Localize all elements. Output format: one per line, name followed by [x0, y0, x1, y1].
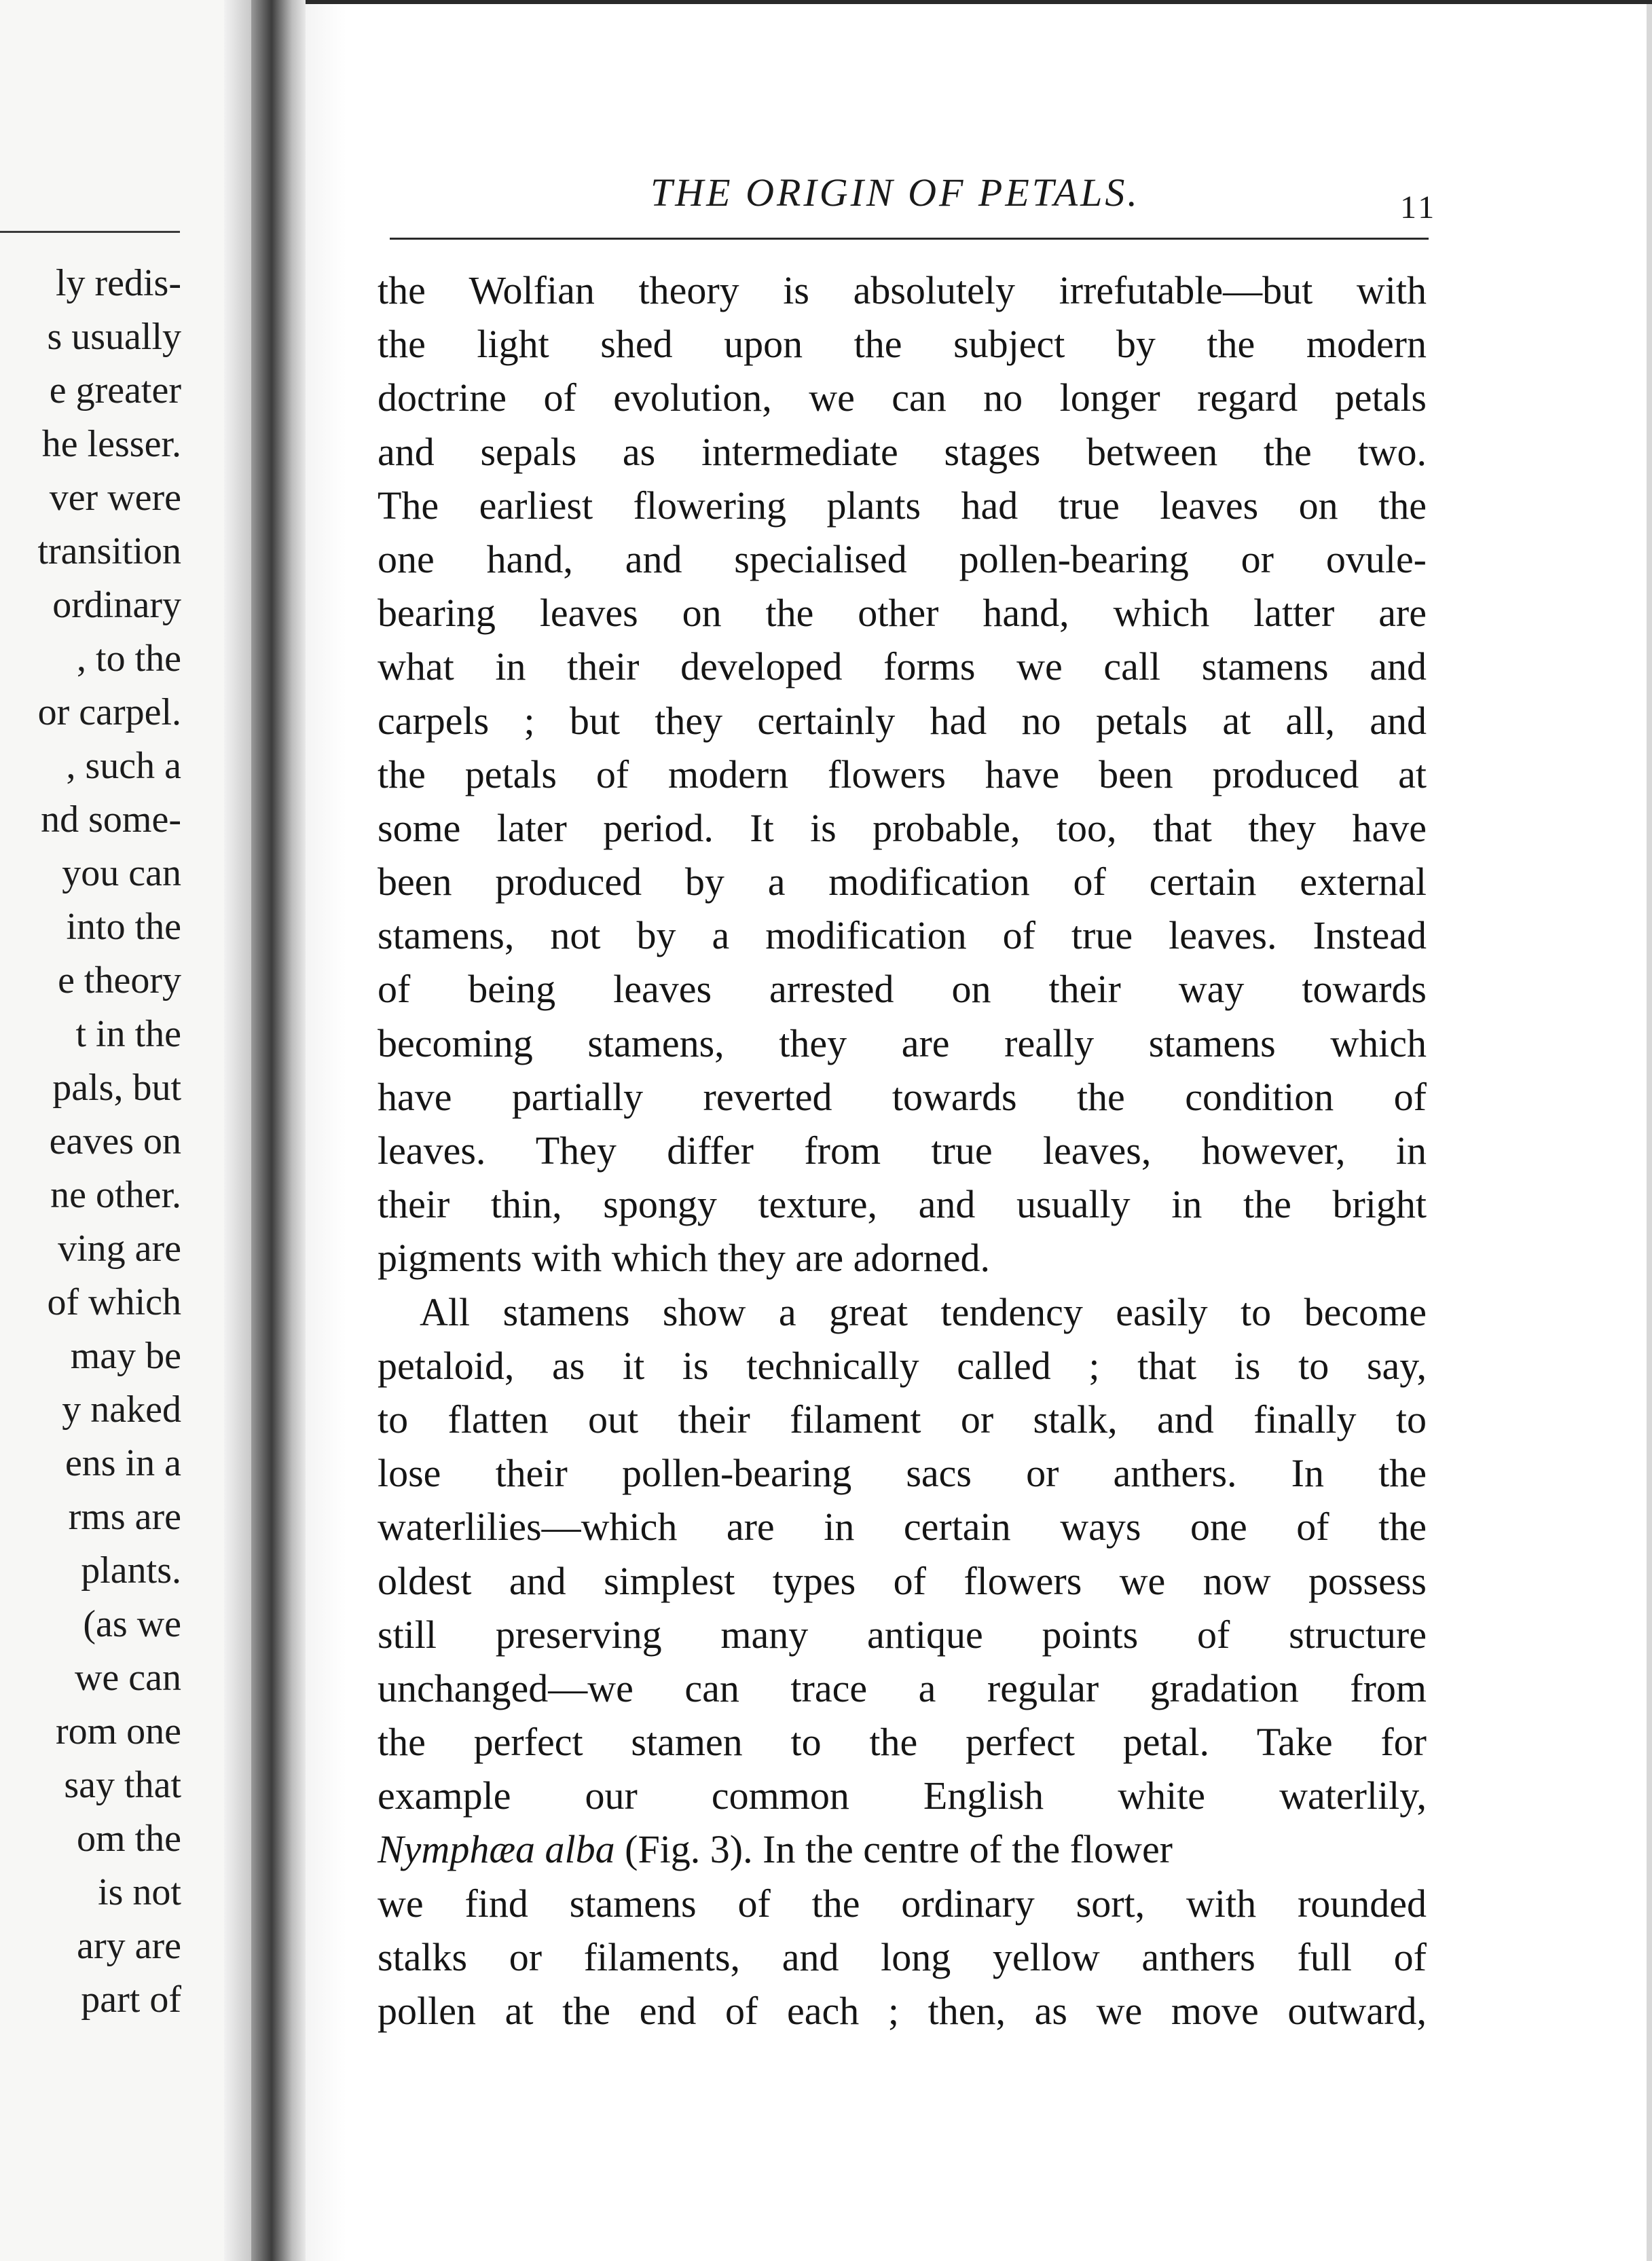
text-line: waterlilies—which are in certain ways one of the: [378, 1505, 1427, 1549]
left-line: om the: [77, 1818, 181, 1860]
right-page-edge: [1647, 0, 1652, 2261]
species-name: Nymphæa alba: [378, 1827, 615, 1872]
text-line: doctrine of evolution, we can no longer regard petals: [378, 375, 1427, 420]
text-line: leaves. They differ from true leaves, however, in: [378, 1128, 1427, 1173]
left-line: s usually: [47, 316, 181, 358]
text-line: we find stamens of the ordinary sort, with rounded: [378, 1881, 1427, 1926]
text-line: to flatten out their filament or stalk, and finally to: [378, 1397, 1427, 1441]
text-line: becoming stamens, they are really stamens which: [378, 1021, 1427, 1065]
left-line: may be: [70, 1335, 181, 1377]
running-head: THE ORIGIN OF PETALS.: [650, 170, 1140, 215]
left-page-edge: [224, 0, 251, 2261]
left-line: rom one: [55, 1710, 181, 1752]
left-line: into the: [66, 906, 181, 948]
left-line: y naked: [62, 1389, 181, 1431]
left-line: transition: [37, 530, 181, 572]
left-line: of which: [47, 1281, 181, 1323]
text-line: [378, 1822, 1427, 1876]
left-line: eaves on: [49, 1120, 181, 1162]
text-line-rest: (Fig. 3). In the centre of the flower: [614, 1827, 1173, 1872]
text-line: carpels ; but they certainly had no petals at all, and: [378, 698, 1427, 743]
left-page-rule: [0, 231, 180, 233]
left-line: ne other.: [50, 1174, 181, 1216]
text-line: pigments with which they are adorned.: [378, 1236, 990, 1281]
left-line: ver were: [49, 477, 181, 519]
text-line: of being leaves arrested on their way towards: [378, 967, 1427, 1012]
text-line: The earliest flowering plants had true leaves on the: [378, 483, 1427, 528]
left-line: part of: [81, 1979, 181, 2021]
body-text: [378, 263, 1427, 2038]
left-line: ary are: [77, 1925, 181, 1967]
left-line: t in the: [75, 1013, 181, 1055]
left-line: ordinary: [52, 584, 181, 626]
text-line: pollen at the end of each ; then, as we move outward,: [378, 1989, 1427, 2033]
text-line: example our common English white waterlily,: [378, 1773, 1427, 1818]
left-line: (as we: [83, 1603, 181, 1645]
left-line: ens in a: [65, 1442, 181, 1484]
left-line: plants.: [81, 1549, 181, 1592]
top-page-edge: [306, 0, 1652, 4]
left-line: is not: [98, 1871, 181, 1913]
text-line: All stamens show a great tendency easily to become: [420, 1289, 1427, 1334]
left-line: e theory: [58, 959, 181, 1001]
text-line: some later period. It is probable, too, that they have: [378, 805, 1427, 850]
text-line: the light shed upon the subject by the modern: [378, 322, 1427, 367]
left-line: or carpel.: [37, 691, 181, 733]
text-line: the Wolfian theory is absolutely irrefutable—but with: [378, 268, 1427, 312]
text-line: what in their developed forms we call stamens and: [378, 644, 1427, 689]
text-line: the petals of modern flowers have been produced at: [378, 752, 1427, 796]
left-line: ly redis-: [55, 262, 181, 304]
text-line: the perfect stamen to the perfect petal. Take for: [378, 1720, 1427, 1765]
text-line: their thin, spongy texture, and usually in the bright: [378, 1182, 1427, 1227]
text-line: have partially reverted towards the condition of: [378, 1074, 1427, 1119]
text-line: petaloid, as it is technically called ; that is to say,: [378, 1343, 1427, 1388]
page-number: 11: [1400, 189, 1437, 225]
header-rule: [390, 238, 1429, 240]
text-line: stamens, not by a modification of true leaves. Instead: [378, 913, 1427, 958]
text-line: unchanged—we can trace a regular gradation from: [378, 1666, 1427, 1710]
left-line: say that: [64, 1764, 181, 1806]
left-line: you can: [62, 852, 181, 894]
text-line: one hand, and specialised pollen-bearing or ovule-: [378, 536, 1427, 581]
left-line: rms are: [68, 1496, 181, 1538]
left-line: e greater: [49, 369, 181, 411]
text-line: oldest and simplest types of flowers we now possess: [378, 1558, 1427, 1603]
text-line: bearing leaves on the other hand, which latter are: [378, 591, 1427, 636]
text-line: stalks or filaments, and long yellow anthers full of: [378, 1934, 1427, 1979]
left-line: , to the: [77, 638, 181, 680]
left-line: pals, but: [52, 1067, 181, 1109]
left-line: ving are: [58, 1228, 181, 1270]
text-line: and sepals as intermediate stages between the two.: [378, 429, 1427, 474]
text-line: still preserving many antique points of structure: [378, 1612, 1427, 1657]
text-line: been produced by a modification of certain external: [378, 860, 1427, 904]
left-line: we can: [74, 1657, 181, 1699]
left-line: , such a: [66, 745, 181, 787]
left-line: he lesser.: [41, 423, 181, 465]
text-line: lose their pollen-bearing sacs or anthers. In the: [378, 1451, 1427, 1496]
left-line: nd some-: [41, 798, 181, 841]
left-page-text: [37, 257, 181, 2027]
left-facing-page: [0, 0, 227, 2261]
